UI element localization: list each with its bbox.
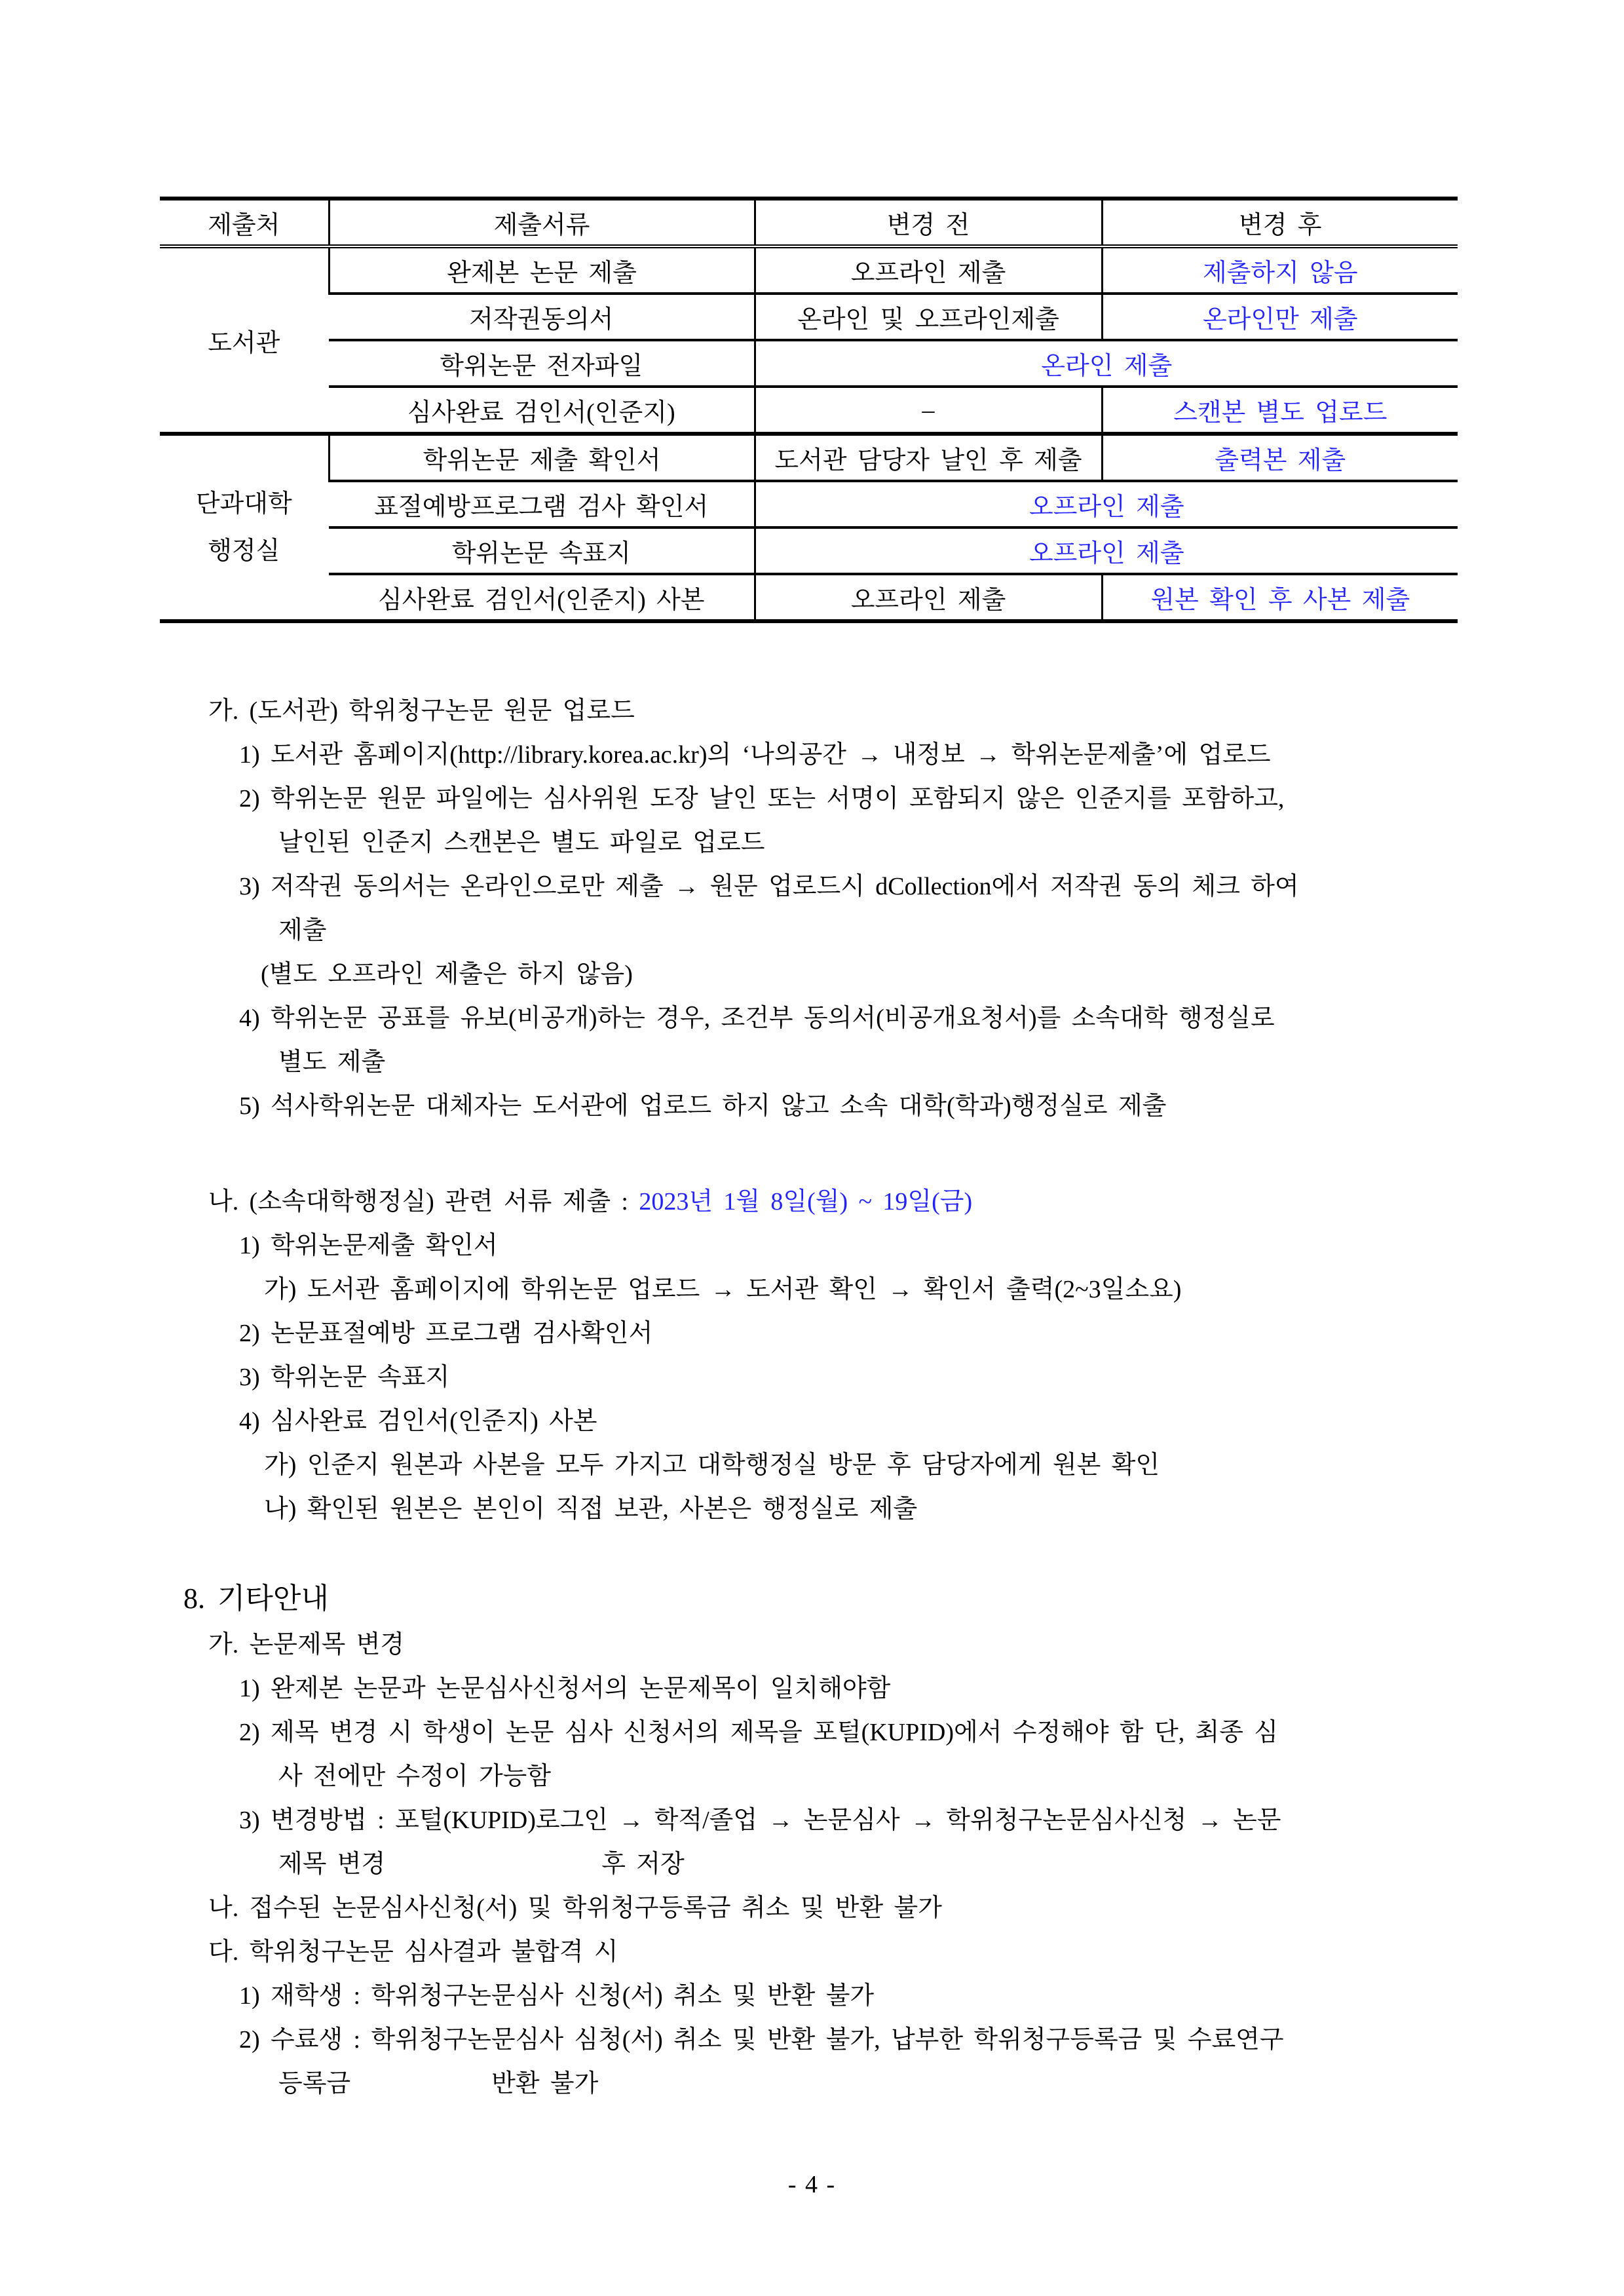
- after-cell: 제출하지 않음: [1102, 246, 1458, 294]
- sec3-line-1: 1) 완제본 논문과 논문심사신청서의 논문제목이 일치해야함: [239, 1675, 891, 1702]
- table-row: [160, 387, 1458, 434]
- sec2-line-2: 가) 도서관 홈페이지에 학위논문 업로드 → 도서관 확인 → 확인서 출력(2~3일소요): [264, 1276, 1182, 1303]
- sec1-line-2: 2) 학위논문 원문 파일에는 심사위원 도장 날인 또는 서명이 포함되지 않은 인준지를 포함하고,: [239, 785, 1285, 813]
- merged-cell: 오프라인 제출: [755, 481, 1458, 527]
- sec2-line-6: 가) 인준지 원본과 사본을 모두 가지고 대학행정실 방문 후 담당자에게 원본 확인: [264, 1451, 1160, 1479]
- docs-cell: 학위논문 속표지: [329, 527, 755, 574]
- table-row: [160, 481, 1458, 527]
- page-number: - 4 -: [787, 2171, 837, 2198]
- sec2-line-4: 3) 학위논문 속표지: [239, 1364, 450, 1391]
- table-row: [160, 527, 1458, 574]
- table-header-row: [160, 199, 1458, 246]
- after-cell: 원본 확인 후 사본 제출: [1102, 574, 1458, 621]
- merged-cell: 오프라인 제출: [755, 527, 1458, 574]
- header-docs: 제출서류: [329, 199, 755, 246]
- sec3-line-5: [0, 1839, 1624, 1883]
- sec3-line-4: 3) 변경방법 : 포털(KUPID)로그인 → 학적/졸업 → 논문심사 → 학위청구논문심사신청 → 논문: [239, 1807, 1281, 1834]
- body-text: [0, 686, 1624, 2103]
- sec3-line-8-left: 등록금: [278, 2070, 351, 2097]
- sec1-line-8: 별도 제출: [278, 1048, 386, 1076]
- sec3-line-6: 1) 재학생 : 학위청구논문심사 신청(서) 취소 및 반환 불가: [239, 1982, 875, 2010]
- docs-cell: 학위논문 전자파일: [329, 340, 755, 387]
- sec3-da-title: 다. 학위청구논문 심사결과 불합격 시: [208, 1938, 618, 1966]
- before-cell: 오프라인 제출: [755, 246, 1102, 294]
- group-library-cell: 도서관: [160, 246, 329, 434]
- docs-cell: 심사완료 검인서(인준지): [329, 387, 755, 434]
- docs-cell: 표절예방프로그램 검사 확인서: [329, 481, 755, 527]
- sec2-heading-date: 2023년 1월 8일(월) ~ 19일(금): [639, 1188, 973, 1215]
- sec3-line-8-right: 반환 불가: [491, 2070, 599, 2097]
- sec1-line-6: (별도 오프라인 제출은 하지 않음): [261, 961, 633, 988]
- header-submit-to: 제출처: [160, 199, 329, 246]
- sec3-line-3: 사 전에만 수정이 가능함: [278, 1763, 552, 1790]
- after-cell: 스캔본 별도 업로드: [1102, 387, 1458, 434]
- table-row: [160, 294, 1458, 340]
- group-college-line2: 행정실: [208, 537, 280, 565]
- sec3-line-2: 2) 제목 변경 시 학생이 논문 심사 신청서의 제목을 포털(KUPID)에서 수정해야 함 단, 최종 심: [239, 1719, 1278, 1746]
- sec3-na-title: 나. 접수된 논문심사신청(서) 및 학위청구등록금 취소 및 반환 불가: [208, 1894, 942, 1922]
- group-college-office-cell: [160, 434, 329, 621]
- sec3-line-7: 2) 수료생 : 학위청구논문심사 심청(서) 취소 및 반환 불가, 납부한 학위청구등록금 및 수료연구: [239, 2026, 1284, 2054]
- sec2-line-3: 2) 논문표절예방 프로그램 검사확인서: [239, 1320, 653, 1347]
- header-before: 변경 전: [755, 199, 1102, 246]
- sec1-line-5: 제출: [278, 917, 327, 944]
- group-college-line1: 단과대학: [195, 490, 292, 518]
- docs-cell: 완제본 논문 제출: [329, 246, 755, 294]
- merged-cell: 온라인 제출: [755, 340, 1458, 387]
- sec3-line-5-left: 제목 변경: [278, 1850, 386, 1878]
- sec3-line-5-right: 후 저장: [601, 1850, 685, 1878]
- sec2-line-1: 1) 학위논문제출 확인서: [239, 1232, 498, 1259]
- sec1-line-4: 3) 저작권 동의서는 온라인으로만 제출 → 원문 업로드시 dCollection에서 저작권 동의 체크 하여: [239, 873, 1299, 900]
- before-cell: –: [755, 387, 1102, 434]
- header-after: 변경 후: [1102, 199, 1458, 246]
- after-cell: 온라인만 제출: [1102, 294, 1458, 340]
- table-row: [160, 574, 1458, 621]
- sec2-heading: [0, 1177, 1624, 1221]
- docs-cell: 심사완료 검인서(인준지) 사본: [378, 586, 705, 614]
- table-row: [160, 434, 1458, 481]
- after-cell: 출력본 제출: [1102, 434, 1458, 481]
- table-row: [160, 340, 1458, 387]
- docs-cell: 저작권동의서: [329, 294, 755, 340]
- sec1-line-3: 날인된 인준지 스캔본은 별도 파일로 업로드: [278, 829, 765, 856]
- sec1-line-7: 4) 학위논문 공표를 유보(비공개)하는 경우, 조건부 동의서(비공개요청서)를 소속대학 행정실로: [239, 1004, 1275, 1032]
- sec3-line-8: [0, 2059, 1624, 2103]
- sec1-heading: 가. (도서관) 학위청구논문 원문 업로드: [208, 697, 635, 725]
- before-cell: 온라인 및 오프라인제출: [755, 294, 1102, 340]
- sec2-heading-prefix: 나. (소속대학행정실) 관련 서류 제출 :: [208, 1188, 639, 1215]
- sec1-line-9: 5) 석사학위논문 대체자는 도서관에 업로드 하지 않고 소속 대학(학과)행정실로 제출: [239, 1092, 1167, 1120]
- before-cell: 오프라인 제출: [755, 574, 1102, 621]
- sec3-heading: 8. 기타안내: [183, 1582, 329, 1615]
- sec1-line-1: 1) 도서관 홈페이지(http://library.korea.ac.kr)의 ‘나의공간 → 내정보 → 학위논문제출’에 업로드: [239, 741, 1271, 769]
- before-cell: 도서관 담당자 날인 후 제출: [755, 434, 1102, 481]
- sec2-line-5: 4) 심사완료 검인서(인준지) 사본: [239, 1407, 597, 1435]
- sec2-line-7: 나) 확인된 원본은 본인이 직접 보관, 사본은 행정실로 제출: [264, 1495, 918, 1523]
- docs-cell: 학위논문 제출 확인서: [329, 434, 755, 481]
- submission-change-table: [160, 197, 1458, 623]
- table-row: [160, 246, 1458, 294]
- sec3-ga-title: 가. 논문제목 변경: [208, 1631, 405, 1658]
